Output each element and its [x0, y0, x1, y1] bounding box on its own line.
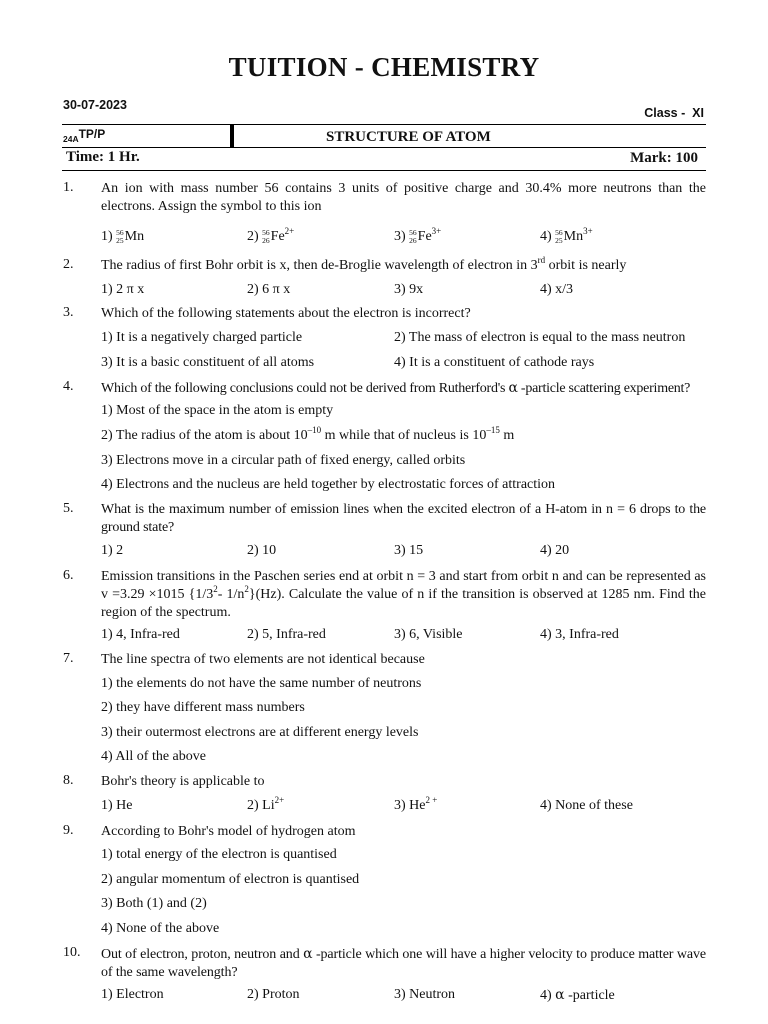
- option: 4) 56 25 $Mn^{3+}$: [540, 226, 593, 245]
- option: 1) the elements do not have the same number of neutrons: [101, 676, 422, 691]
- question-number: 3.: [63, 305, 74, 320]
- option: 1) total energy of the electron is quantised: [101, 847, 337, 862]
- question-number: 10.: [63, 945, 81, 960]
- option: 4) 3, Infra-red: [540, 627, 619, 642]
- option: 1) 2 π x: [101, 282, 145, 297]
- code-prefix: 24A: [63, 134, 79, 144]
- option: 2) they have different mass numbers: [101, 700, 305, 715]
- question-number: 9.: [63, 823, 74, 838]
- option: 4) x/3: [540, 282, 574, 297]
- question-text: According to Bohr's model of hydrogen atom: [101, 824, 356, 839]
- option: 4) 20: [540, 543, 570, 558]
- option: 4) All of the above: [101, 749, 206, 764]
- option: 4) α -particle: [540, 987, 615, 1003]
- class-label: Class - XI: [644, 106, 704, 120]
- question-number: 6.: [63, 568, 74, 583]
- option: 3) Electrons move in a circular path of fixed energy, called orbits: [101, 453, 466, 468]
- question-number: 7.: [63, 651, 74, 666]
- divider-mid: [62, 147, 706, 148]
- option: 2) The radius of the atom is about $10^{-10}$ m while that of nucleus is $10^{-15}$ m: [101, 425, 515, 443]
- alpha-symbol: α: [508, 380, 518, 396]
- code-main: TP/P: [78, 127, 106, 141]
- option: 1) Most of the space in the atom is empty: [101, 403, 334, 418]
- question-text: Which of the following conclusions could not be derived from Rutherford's α -particle scattering experiment?: [101, 380, 691, 396]
- option: 1) It is a negatively charged particle: [101, 330, 303, 345]
- option: 1) Electron: [101, 987, 164, 1002]
- option: 2) $Li^{2+}$: [247, 795, 285, 813]
- option: 1) 2: [101, 543, 124, 558]
- option: 2) Proton: [247, 987, 300, 1002]
- option: 2) 6 π x: [247, 282, 291, 297]
- question-text: Out of electron, proton, neutron and α -particle which one will have a higher velocity to produce matter wave of the same wavelength?: [101, 946, 706, 980]
- question-number: 2.: [63, 257, 74, 272]
- divider-bar: [230, 124, 234, 147]
- question-text: What is the maximum number of emission lines when the excited electron of a H-atom in n = 6 drops to the ground state?: [101, 502, 706, 535]
- question-number: 5.: [63, 501, 74, 516]
- option: 3) 56 26 $Fe^{3+}$: [394, 226, 442, 245]
- option: 2) 56 26 $Fe^{2+}$: [247, 226, 295, 245]
- question-text: The radius of first Bohr orbit is x, then de-Broglie wavelength of electron in 3rd orbit is nearly: [101, 255, 627, 273]
- question-number: 1.: [63, 180, 74, 195]
- option: 3) 6, Visible: [394, 627, 463, 642]
- option: 4) It is a constituent of cathode rays: [394, 355, 595, 370]
- option: 3) $He^{2 +}$: [394, 795, 438, 813]
- question-number: 4.: [63, 379, 74, 394]
- divider-top: [62, 124, 706, 125]
- paper-code: [63, 127, 105, 147]
- option: 3) Both (1) and (2): [101, 896, 207, 911]
- option: 4) None of the above: [101, 921, 220, 936]
- option: 3) 9x: [394, 282, 424, 297]
- date: 30-07-2023: [63, 98, 127, 112]
- option: 2) angular momentum of electron is quantised: [101, 872, 360, 887]
- question-text: Emission transitions in the Paschen series end at orbit n = 3 and start from orbit n and can be represented as v =3.29 ×1015 {$1/3^2-$ $1/n^2\}(Hz)$. Calculate the value of n if the transition is observed at 1285 nm. Find the region of the spectrum.: [101, 569, 707, 620]
- question-text: Which of the following statements about the electron is incorrect?: [101, 306, 471, 321]
- option: 3) It is a basic constituent of all atoms: [101, 355, 315, 370]
- mark-label: Mark: 100: [630, 150, 698, 166]
- time-label: Time: 1 Hr.: [66, 149, 140, 165]
- option: 1) 56 25 Mn: [101, 228, 145, 245]
- option: 2) 5, Infra-red: [247, 627, 326, 642]
- page-title: TUITION - CHEMISTRY: [228, 52, 540, 82]
- question-text: An ion with mass number 56 contains 3 units of positive charge and 30.4% more neutrons than the electrons. Assign the symbol to this ion: [101, 181, 706, 214]
- option: 3) Neutron: [394, 987, 456, 1002]
- option: 4) Electrons and the nucleus are held together by electrostatic forces of attraction: [101, 477, 556, 492]
- option: 1) He: [101, 798, 133, 813]
- option: 2) The mass of electron is equal to the mass neutron: [394, 330, 686, 345]
- option: 1) 4, Infra-red: [101, 627, 180, 642]
- option: 3) 15: [394, 543, 424, 558]
- subject-title: STRUCTURE OF ATOM: [326, 129, 491, 145]
- alpha-symbol: α: [555, 987, 565, 1003]
- alpha-symbol: α: [303, 946, 313, 962]
- option: 4) None of these: [540, 798, 633, 813]
- option: 2) 10: [247, 543, 277, 558]
- question-text: Bohr's theory is applicable to: [101, 774, 265, 789]
- question-number: 8.: [63, 773, 74, 788]
- option: 3) their outermost electrons are at different energy levels: [101, 725, 419, 740]
- question-text: The line spectra of two elements are not identical because: [101, 652, 425, 667]
- divider-bottom: [62, 170, 706, 171]
